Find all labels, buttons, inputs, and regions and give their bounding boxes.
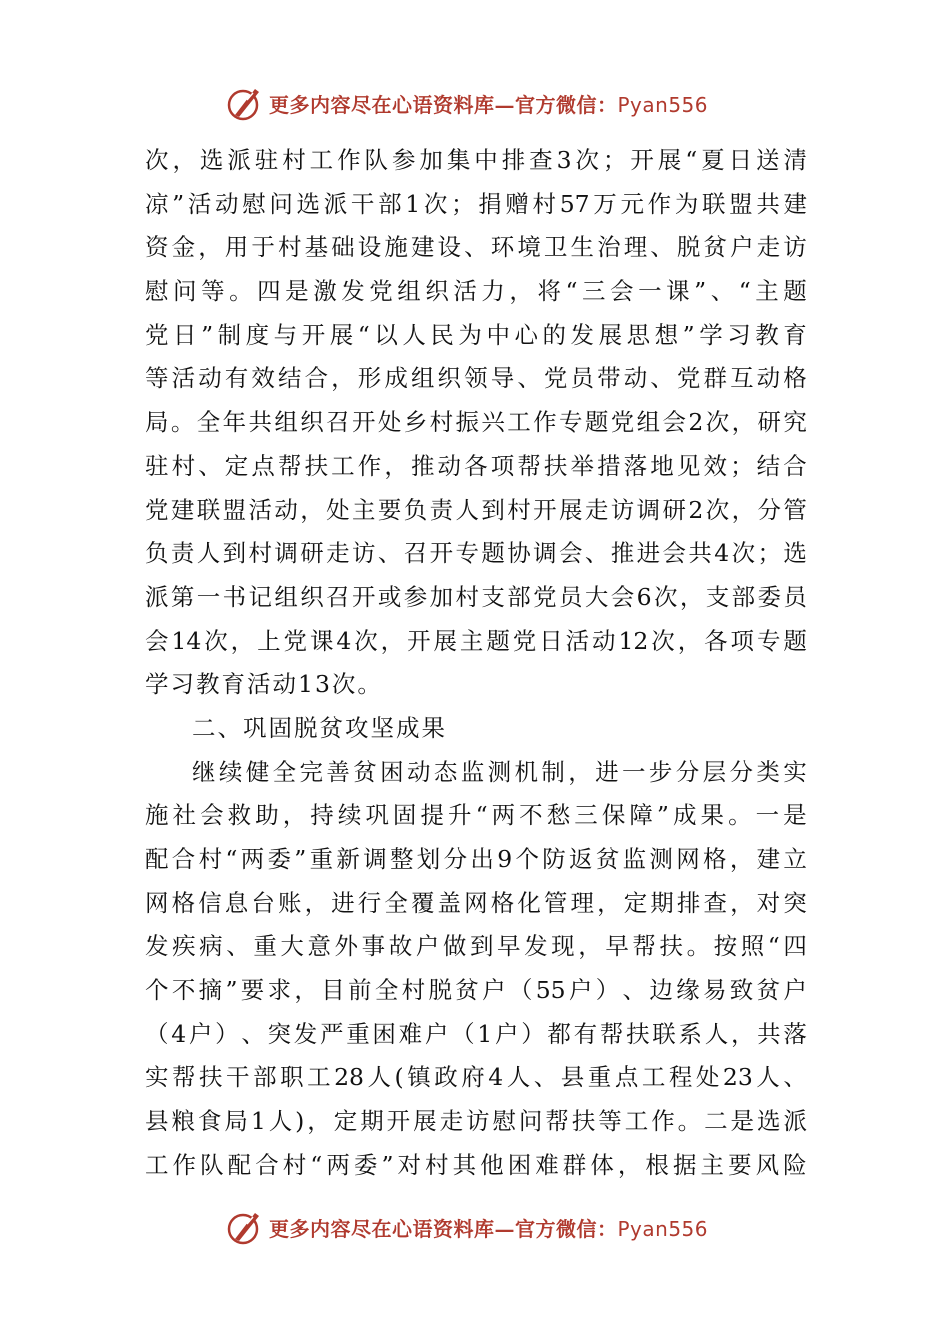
paragraph-line: 学习教育活动13次。 xyxy=(145,670,383,699)
paragraph-line: 次 ， 选 派 驻 村 工 作 队 参 加 集 中 排 查 3 次 ； 开 展 “ 夏 日 送 清 xyxy=(145,146,807,174)
watermark-text-cn: 更多内容尽在心语资料库—官方微信： xyxy=(269,1216,618,1241)
paragraph-line: 资 金 ， 用 于 村 基 础 设 施 建 设 、 环 境 卫 生 治 理 、 脱 贫 户 走 访 xyxy=(145,233,807,262)
document-body xyxy=(145,139,807,1188)
paragraph-line: 配 合 村 “ 两 委 ” 重 新 调 整 划 分 出 9 个 防 返 贫 监 测 网 格 ， 建 立 xyxy=(145,845,807,873)
watermark-text-en: Pyan556 xyxy=(617,92,709,117)
paragraph-line: 党 建 联 盟 活 动 ， 处 主 要 负 责 人 到 村 开 展 走 访 调 研 2 次 ， 分 管 xyxy=(145,495,807,524)
paragraph-line: 发 疾 病 、 重 大 意 外 事 故 户 做 到 早 发 现 ， 早 帮 扶 。 按 照 “ 四 xyxy=(145,932,807,961)
paragraph-line: 施 社 会 救 助 ， 持 续 巩 固 提 升 “ 两 不 愁 三 保 障 ” 成 果 。 一 是 xyxy=(145,801,807,830)
paragraph-line: 会 14 次 ， 上 党 课 4 次 ， 开 展 主 题 党 日 活 动 12 次 ， 各 项 专 题 xyxy=(145,626,807,655)
paragraph-line: 工 作 队 配 合 村 “ 两 委 ” 对 村 其 他 困 难 群 体 ， 根 据 主 要 风 险 xyxy=(145,1150,807,1179)
watermark-text xyxy=(269,89,708,118)
paragraph-line: 凉 ” 活 动 慰 问 选 派 干 部 1 次 ； 捐 赠 村 57 万 元 作 为 联 盟 共 建 xyxy=(145,189,807,218)
watermark-text-cn: 更多内容尽在心语资料库—官方微信： xyxy=(269,92,618,117)
quill-logo-icon xyxy=(225,1207,265,1247)
paragraph-line: 局 。 全 年 共 组 织 召 开 处 乡 村 振 兴 工 作 专 题 党 组 会 2 次 ， 研 究 xyxy=(145,408,807,437)
quill-logo-icon xyxy=(225,83,265,123)
paragraph-line: 派 第 一 书 记 组 织 召 开 或 参 加 村 支 部 党 员 大 会 6 次 ， 支 部 委 员 xyxy=(145,582,807,611)
paragraph-line: 实 帮 扶 干 部 职 工 28 人 ( 镇 政 府 4 人 、 县 重 点 工 程 处 23 人 、 xyxy=(145,1063,807,1092)
paragraph-line: （ 4 户 ） 、 突 发 严 重 困 难 户 （ 1 户 ） 都 有 帮 扶 联 系 人 ， 共 落 xyxy=(145,1019,807,1048)
paragraph-line: 等 活 动 有 效 结 合 ， 形 成 组 织 领 导 、 党 员 带 动 、 党 群 互 动 格 xyxy=(145,364,807,393)
section-heading: 二、巩固脱贫攻坚成果 xyxy=(192,713,447,742)
watermark-banner-bottom xyxy=(225,1207,745,1247)
paragraph-line: 慰 问 等 。 四 是 激 发 党 组 织 活 力 ， 将 “ 三 会 一 课 ” 、 “ 主 题 xyxy=(145,277,807,306)
watermark-banner-top xyxy=(225,83,745,123)
paragraph-line: 负 责 人 到 村 调 研 走 访 、 召 开 专 题 协 调 会 、 推 进 会 共 4 次 ； 选 xyxy=(145,539,807,568)
paragraph-line: 网 格 信 息 台 账 ， 进 行 全 覆 盖 网 格 化 管 理 ， 定 期 排 查 ， 对 突 xyxy=(145,888,807,917)
watermark-text-en: Pyan556 xyxy=(617,1216,709,1241)
watermark-text xyxy=(269,1213,708,1242)
paragraph-line: 个 不 摘 ” 要 求 ， 目 前 全 村 脱 贫 户 （ 55 户 ） 、 边 缘 易 致 贫 户 xyxy=(145,976,807,1005)
paragraph-line: 县 粮 食 局 1 人 ) ， 定 期 开 展 走 访 慰 问 帮 扶 等 工 作 。 二 是 选 派 xyxy=(145,1107,807,1136)
paragraph-line: 驻 村 、 定 点 帮 扶 工 作 ， 推 动 各 项 帮 扶 举 措 落 地 见 效 ； 结 合 xyxy=(145,451,807,480)
paragraph-line: 继 续 健 全 完 善 贫 困 动 态 监 测 机 制 ， 进 一 步 分 层 分 类 实 xyxy=(192,757,807,786)
paragraph-line: 党 日 ” 制 度 与 开 展 “ 以 人 民 为 中 心 的 发 展 思 想 ” 学 习 教 育 xyxy=(145,320,807,349)
